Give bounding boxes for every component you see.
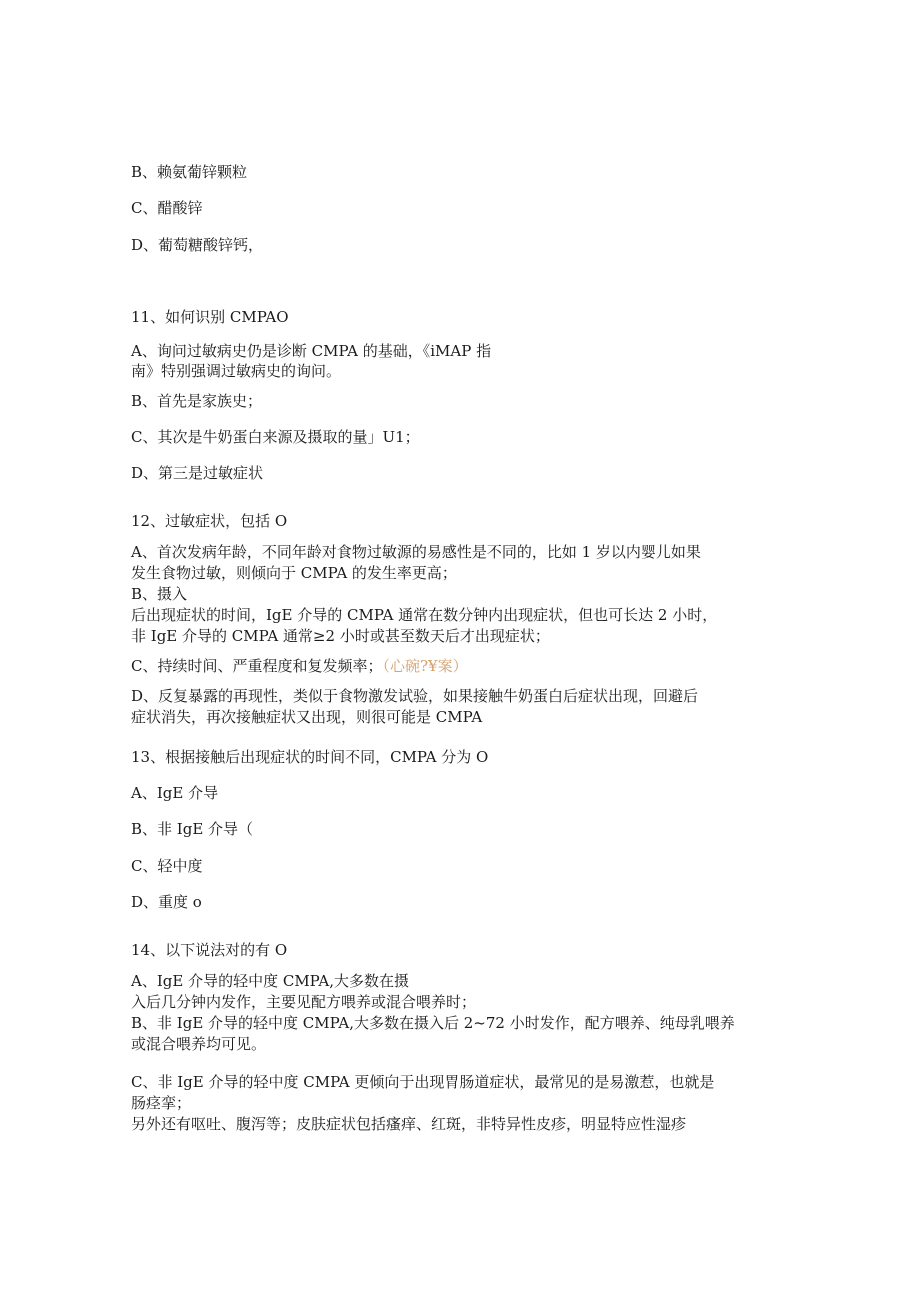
question-12: 12、过敏症状，包括 O [131,512,288,530]
option-a-q12-line1: A、首次发病年龄，不同年龄对食物过敏源的易感性是不同的，比如 1 岁以内婴儿如果 [131,543,701,561]
option-a-q11-line2: 南》特别强调过敏病史的询问。 [131,362,342,380]
option-b-q12-line3: 非 IgE 介导的 CMPA 通常≥2 小时或甚至数天后才出现症状； [131,627,550,645]
option-a-q14-line1: A、IgE 介导的轻中度 CMPA,大多数在摄 [131,972,409,990]
option-b-q11: B、首先是家族史； [131,392,263,410]
option-a-q11-line1: A、询问过敏病史仍是诊断 CMPA 的基础，《iMAP 指 [131,342,492,360]
option-a-q12-line2: 发生食物过敏，则倾向于 CMPA 的发生率更高； [131,564,457,582]
option-c-q10: C、醋酸锌 [131,199,203,217]
option-d-q12-line1: D、反复暴露的再现性，类似于食物激发试验，如果接触牛奶蛋白后症状出现，回避后 [131,687,699,705]
option-b-q14-line1: B、非 IgE 介导的轻中度 CMPA,大多数在摄入后 2~72 小时发作，配方喂养、纯母乳喂养 [131,1014,735,1032]
option-d-q12-line2: 症状消失，再次接触症状又出现，则很可能是 CMPA [131,708,483,726]
option-d-q11: D、第三是过敏症状 [131,464,264,482]
option-b-q14-line2: 或混合喂养均可见。 [131,1035,267,1053]
option-c-q12 [131,656,468,676]
option-c-q11: C、其次是牛奶蛋白来源及摄取的量」U1； [131,428,420,446]
question-11: 11、如何识别 CMPAO [131,308,289,326]
question-13: 13、根据接触后出现症状的时间不同，CMPA 分为 O [131,748,489,766]
option-d-q10: D、葡萄糖酸锌钙， [131,236,264,254]
option-b-q12-line1: B、摄入 [131,585,188,603]
option-c-q12-note: （心碗?¥案） [382,657,468,675]
option-a-q14-line2: 入后几分钟内发作，主要见配方喂养或混合喂养时； [131,993,477,1011]
option-d-q13: D、重度 o [131,893,202,911]
option-b-q13: B、非 IgE 介导（ [131,820,254,838]
option-a-q13: A、IgE 介导 [131,784,219,802]
question-14: 14、以下说法对的有 O [131,941,288,959]
option-b-q10: B、赖氨葡锌颗粒 [131,163,248,181]
option-c-q14-line1: C、非 IgE 介导的轻中度 CMPA 更倾向于出现胃肠道症状，最常见的是易激惹，也就是 [131,1073,715,1091]
option-c-q14-line2: 肠痉挛； [131,1094,192,1112]
option-c-q12-text: C、持续时间、严重程度和复发频率； [131,657,383,675]
option-c-q13: C、轻中度 [131,857,203,875]
option-b-q12-line2: 后出现症状的时间，IgE 介导的 CMPA 通常在数分钟内出现症状，但也可长达 2 小时， [131,606,718,624]
option-c-q14-line3: 另外还有呕吐、腹泻等；皮肤症状包括瘙痒、红斑，非特异性皮疹，明显特应性湿疹 [131,1115,687,1133]
